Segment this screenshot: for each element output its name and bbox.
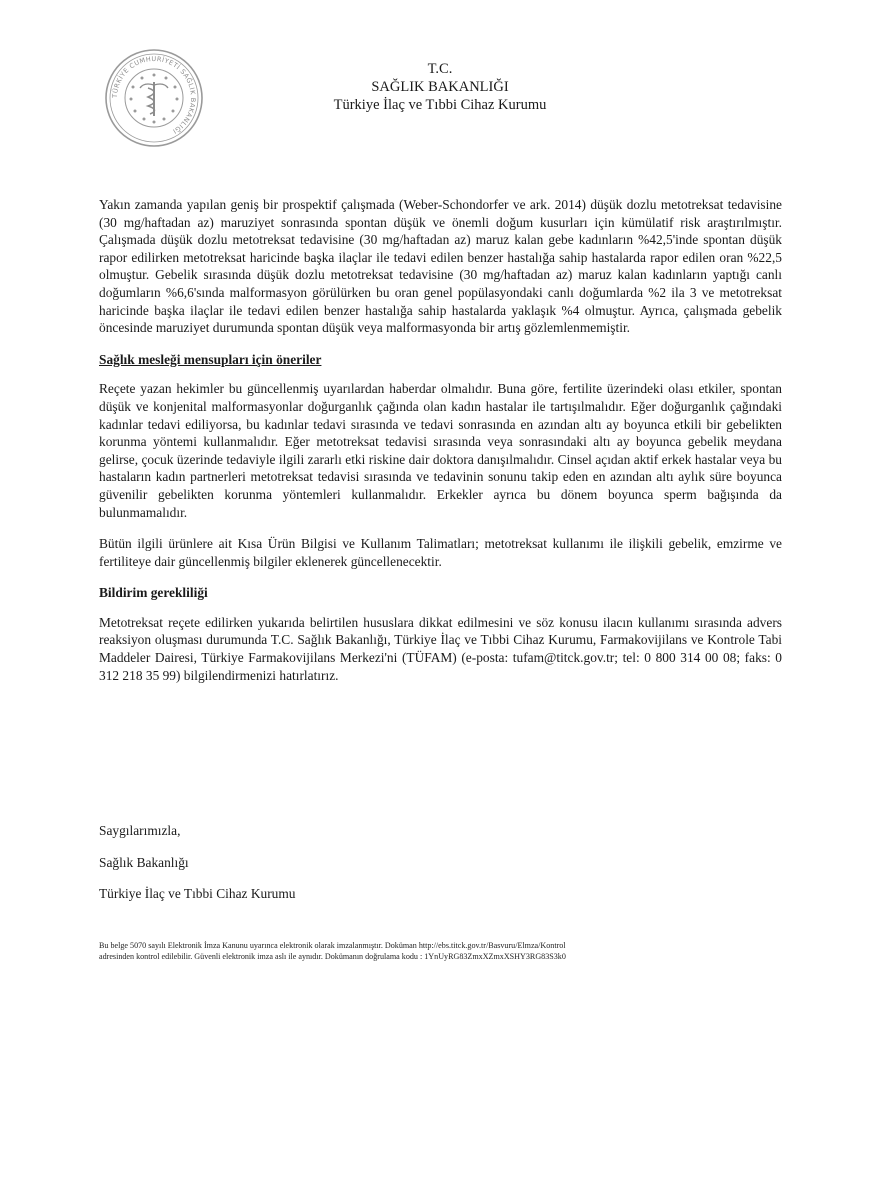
letter-body: [99, 196, 782, 684]
letterhead-country: T.C.: [427, 61, 453, 77]
letterhead: [290, 60, 590, 114]
paragraph-study: Yakın zamanda yapılan geniş bir prospektif çalışmada (Weber-Schondorfer ve ark. 2014) düşük dozlu metotreksat tedavisine (30 mg/haftadan az) maruziyet sonrasında spontan düşük ve önemli doğum kusurları için kümülatif risk araştırılmıştır. Çalışmada düşük dozlu metotreksat tedavisine (30 mg/haftadan az) maruz kalan gebe kadınların %42,5'inde spontan düşük rapor edilirken metotreksat haricinde başka ilaçlar ile tedavi edilen benzer hastalığa sahip hastalarda rapor edilen oran %22,5 olmuştur. Gebelik sırasında düşük dozlu metotreksat tedavisine (30 mg/haftadan az) maruz kalan kadınların yaptığı canlı doğumların %6,6'sında malformasyon görülürken bu oran genel popülasyondaki canlı doğumlarda %2 ila 3 ve metotreksat haricinde başka ilaçlar ile tedavi edilen benzer hastalığa sahip hastalarda yaklaşık %4 olmuştur. Ayrıca, çalışmada gebelik öncesinde maruziyet durumunda spontan düşük veya malformasyonda bir artış gözlemlenmemiştir.: [99, 197, 782, 336]
footer-line-1: Bu belge 5070 sayılı Elektronik İmza Kanunu uyarınca elektronik olarak imzalanmıştır. Doküman http://ebs.titck.gov.tr/Basvuru/Elmza/Kontrol: [99, 941, 566, 950]
signature-ministry: Sağlık Bakanlığı: [99, 855, 189, 870]
letterhead-ministry: SAĞLIK BAKANLIĞI: [371, 79, 509, 95]
closing-text: Saygılarımızla,: [99, 823, 181, 838]
paragraph-reporting: Metotreksat reçete edilirken yukarıda belirtilen hususlara dikkat edilmesini ve söz konusu ilacın kullanımı sırasında advers reaksiyon oluşması durumunda T.C. Sağlık Bakanlığı, Türkiye İlaç ve Tıbbi Cihaz Kurumu, Farmakovijilans ve Kontrole Tabi Maddeler Dairesi, Türkiye Farmakovijilans Merkezi'ni (TÜFAM) (e-posta: tufam@titck.gov.tr; tel: 0 800 314 00 08; faks: 0 312 218 35 99) bilgilendirmenizi hatırlatırız.: [99, 614, 782, 683]
paragraph-recommendations: Reçete yazan hekimler bu güncellenmiş uyarılardan haberdar olmalıdır. Buna göre, fertilite üzerindeki olası etkiler, spontan düşük ve konjenital malformasyonlar doğurganlık çağında olan kadın hastalar ile tartışılmalıdır. Eğer doğurganlık çağındaki kadınlar tedavi ediliyorsa, bu kadınlar tedavi sırasında ve tedavi sonrasında en azından altı ay boyunca etkili bir gebelikten korunma yöntemi kullanmalıdır. Eğer metotreksat tedavisi sırasında veya sonrasındaki altı ay boyunca gebelik meydana gelirse, çocuk üzerinde tedaviyle ilgili zararlı etki riskine dair doktora danışılmalıdır. Cinsel açıdan aktif erkek hastalar veya bu hastaların kadın partnerleri metotreksat tedavisi sırasında ve tedavinin sonunu takip eden en azından altı aylık süre boyunca güvenilir gebelikten korunma yöntemleri kullanmalıdır. Erkekler ayrıca bu dönem boyunca sperm bağışında da bulunmamalıdır.: [99, 381, 782, 520]
heading-reporting: Bildirim gerekliliği: [99, 585, 208, 601]
svg-text:TÜRKİYE CUMHURİYETİ SAĞLIK BAK: TÜRKİYE CUMHURİYETİ SAĞLIK BAKANLIĞI: [110, 54, 198, 136]
ministry-seal-logo: [104, 48, 204, 148]
paragraph-product-info: Bütün ilgili ürünlere ait Kısa Ürün Bilgisi ve Kullanım Talimatları; metotreksat kullanımı ile ilişkili gebelik, emzirme ve fertiliteye dair güncellenmiş bilgiler eklenerek güncellenecektir.: [99, 536, 782, 569]
signature-agency: Türkiye İlaç ve Tıbbi Cihaz Kurumu: [99, 886, 296, 901]
e-signature-footer: [99, 940, 759, 962]
footer-line-2: adresinden kontrol edilebilir. Güvenli elektronik imza aslı ile aynıdır. Dokümanın doğrulama kodu : 1YnUyRG83ZmxXZmxXSHY3RG83S3k0: [99, 952, 566, 961]
heading-recommendations: Sağlık mesleği mensupları için öneriler: [99, 351, 322, 367]
letterhead-agency: Türkiye İlaç ve Tıbbi Cihaz Kurumu: [333, 97, 547, 113]
